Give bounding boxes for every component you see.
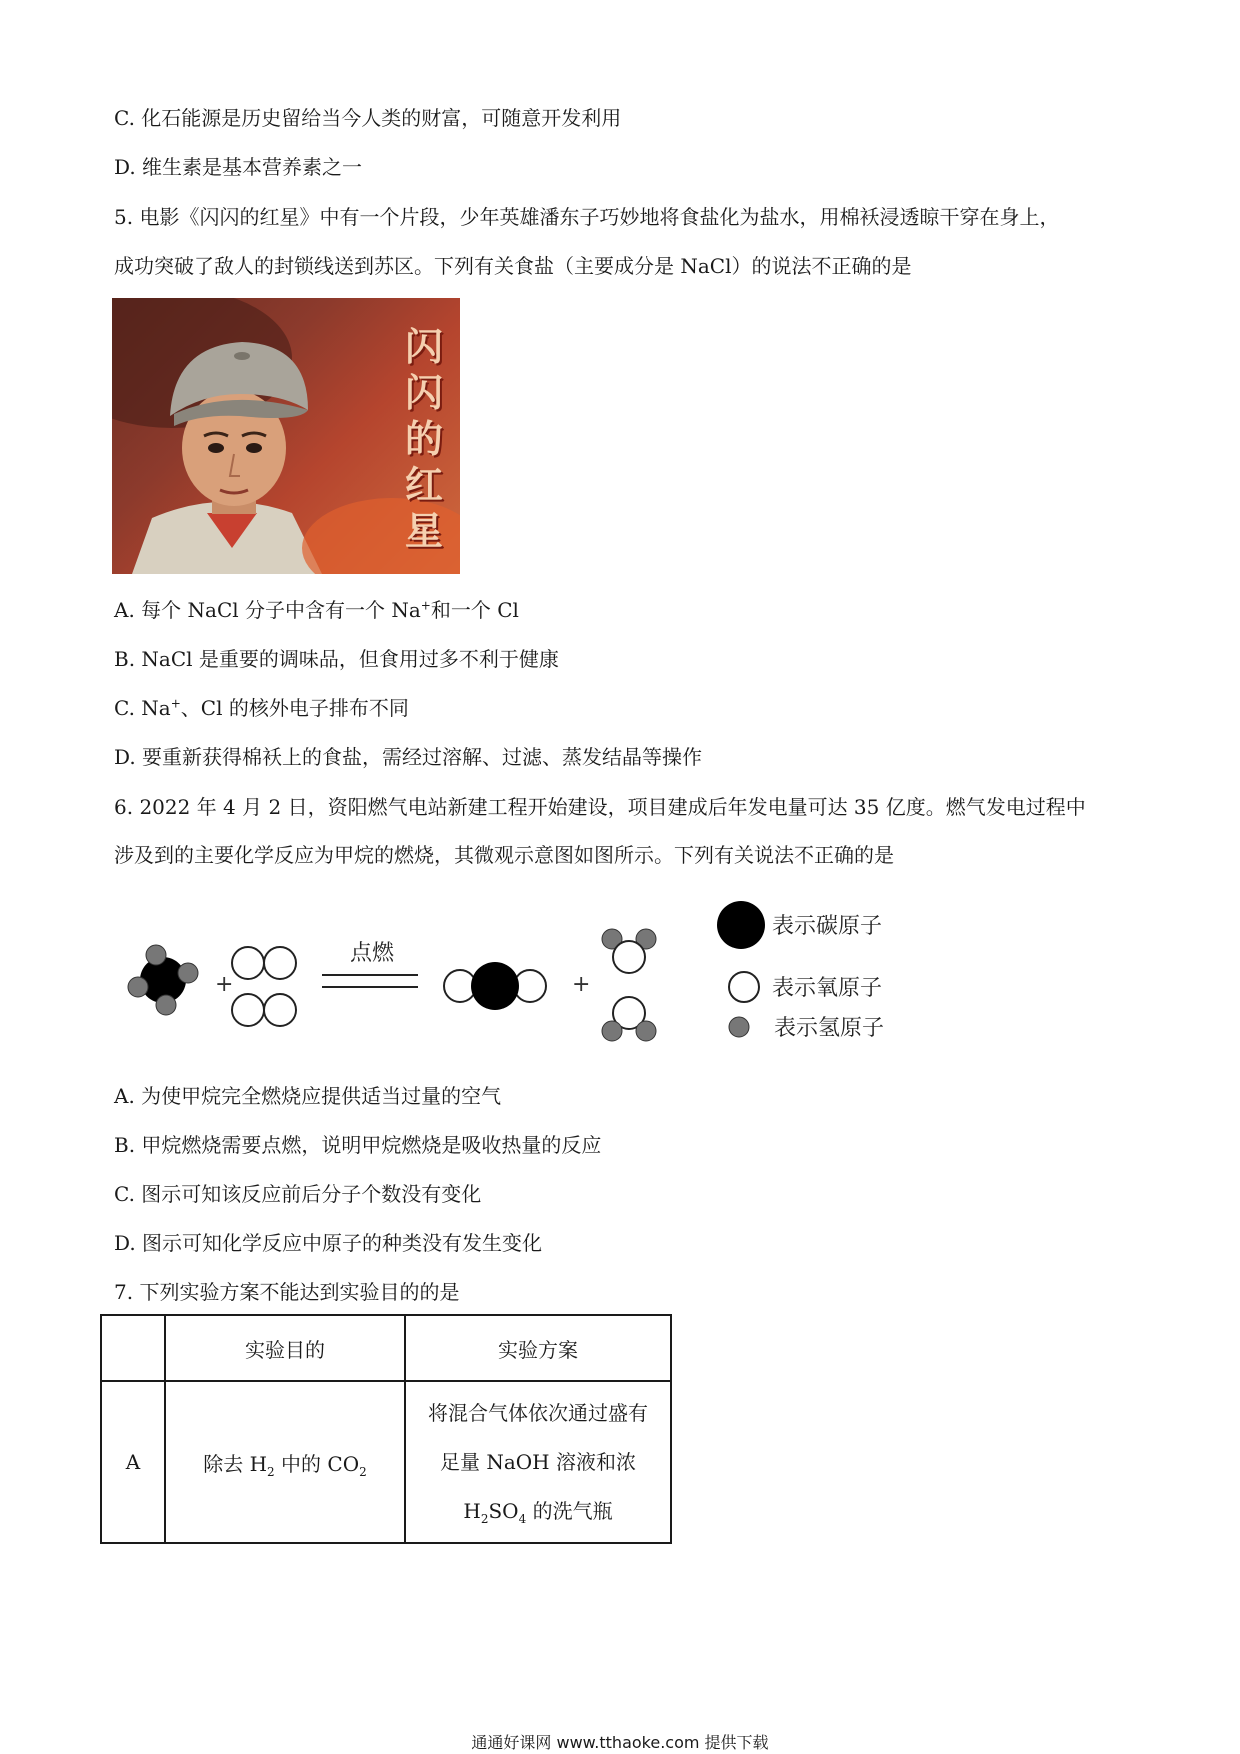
row-a-plan-line3-text1: H xyxy=(463,1498,481,1523)
water-molecule-1 xyxy=(602,929,656,973)
q5-option-b: B. NaCl 是重要的调味品，但食用过多不利于健康 xyxy=(114,647,559,671)
row-a-plan-line3-sub1: 2 xyxy=(480,1511,489,1526)
table-header-purpose: 实验目的 xyxy=(165,1315,405,1381)
methane-molecule xyxy=(128,945,198,1015)
movie-poster-image xyxy=(112,298,460,574)
q5-option-a xyxy=(114,596,519,624)
water-molecule-2 xyxy=(602,997,656,1041)
table-header-blank xyxy=(101,1315,165,1381)
legend-oxygen-icon xyxy=(729,972,759,1002)
q6-option-c: C. 图示可知该反应前后分子个数没有变化 xyxy=(114,1182,482,1206)
row-a-purpose-sub2: 2 xyxy=(359,1464,367,1479)
legend-oxygen-label: 表示氧原子 xyxy=(772,976,883,1001)
methane-combustion-diagram xyxy=(100,895,1100,1055)
q5-option-a-sup: + xyxy=(420,598,431,613)
row-a-purpose xyxy=(165,1381,405,1543)
row-a-plan-line2: 足量 NaOH 溶液和浓 xyxy=(440,1449,636,1474)
row-a-purpose-text1: 除去 H xyxy=(203,1451,268,1476)
poster-title-text: 闪闪的红星 xyxy=(404,325,443,553)
plus-sign-1: + xyxy=(215,972,234,997)
table-row xyxy=(101,1381,671,1543)
q6-option-a: A. 为使甲烷完全燃烧应提供适当过量的空气 xyxy=(114,1084,502,1108)
q4-option-c: C. 化石能源是历史留给当今人类的财富，可随意开发利用 xyxy=(114,106,622,130)
row-a-plan-line3-text3: 的洗气瓶 xyxy=(526,1498,613,1523)
oxygen-molecules xyxy=(232,947,296,1026)
carbon-dioxide-molecule xyxy=(444,962,546,1010)
q6-option-d: D. 图示可知化学反应中原子的种类没有发生变化 xyxy=(114,1231,543,1255)
row-a-plan-line3-text2: SO xyxy=(488,1498,519,1523)
legend-hydrogen-icon xyxy=(729,1017,749,1037)
diagram-legend xyxy=(717,901,884,1041)
q5-option-c-post: 、Cl 的核外电子排布不同 xyxy=(180,696,409,720)
table-header-row xyxy=(101,1315,671,1381)
table-header-plan: 实验方案 xyxy=(405,1315,671,1381)
q5-stem-line2: 成功突破了敌人的封锁线送到苏区。下列有关食盐（主要成分是 NaCl）的说法不正确的是 xyxy=(114,254,912,278)
plus-sign-2: + xyxy=(572,972,591,997)
row-a-plan-line1: 将混合气体依次通过盛有 xyxy=(428,1400,648,1425)
row-a-purpose-text2: 中的 CO xyxy=(274,1451,360,1476)
q5-option-d: D. 要重新获得棉袄上的食盐，需经过溶解、过滤、蒸发结晶等操作 xyxy=(114,745,703,769)
q5-option-a-post: 和一个 Cl xyxy=(430,598,519,622)
row-a-label: A xyxy=(101,1381,165,1543)
row-a-purpose-sub1: 2 xyxy=(267,1464,275,1479)
q6-stem-line1: 6. 2022 年 4 月 2 日，资阳燃气电站新建工程开始建设，项目建成后年发电量可达 35 亿度。燃气发电过程中 xyxy=(114,795,1086,819)
row-a-plan-line3 xyxy=(414,1487,662,1536)
legend-carbon-label: 表示碳原子 xyxy=(772,914,883,939)
q6-option-b: B. 甲烷燃烧需要点燃，说明甲烷燃烧是吸收热量的反应 xyxy=(114,1133,602,1157)
q5-option-c-pre: C. Na xyxy=(114,696,171,720)
q5-stem-line1: 5. 电影《闪闪的红星》中有一个片段，少年英雄潘东子巧妙地将食盐化为盐水，用棉袄浸透晾干穿在身上， xyxy=(114,205,1060,229)
experiment-table xyxy=(100,1314,672,1544)
q4-option-d: D. 维生素是基本营养素之一 xyxy=(114,155,363,179)
q5-option-c-sup: + xyxy=(170,696,181,711)
row-a-plan-line3-sub2: 4 xyxy=(518,1511,527,1526)
q5-option-a-pre: A. 每个 NaCl 分子中含有一个 Na xyxy=(114,598,421,622)
reaction-condition: 点燃 xyxy=(350,941,395,966)
legend-hydrogen-label: 表示氢原子 xyxy=(774,1016,885,1041)
page-footer: 通通好课网 www.tthaoke.com 提供下载 xyxy=(471,1733,769,1752)
row-a-plan xyxy=(405,1381,671,1543)
q5-option-c xyxy=(114,694,409,722)
q6-stem-line2: 涉及到的主要化学反应为甲烷的燃烧，其微观示意图如图所示。下列有关说法不正确的是 xyxy=(114,843,894,867)
q7-stem: 7. 下列实验方案不能达到实验目的的是 xyxy=(114,1280,460,1304)
legend-carbon-icon xyxy=(717,901,765,949)
